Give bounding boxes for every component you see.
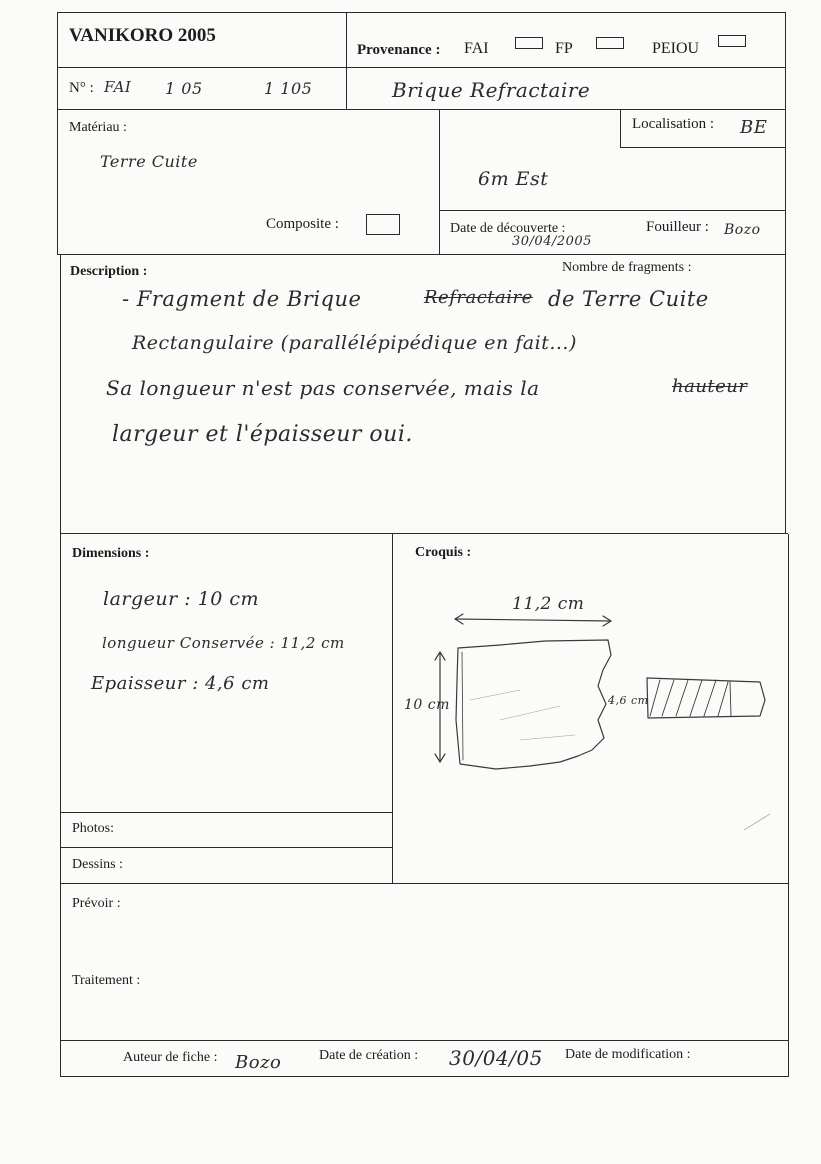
materiau-value: Terre Cuite [100, 152, 198, 171]
description-struck-word-2: hauteur [672, 376, 748, 397]
auteur-label: Auteur de fiche : [123, 1050, 218, 1065]
description-line-1: - Fragment de Brique [122, 287, 362, 311]
traitement-label: Traitement : [72, 973, 141, 988]
composite-label: Composite : [266, 216, 339, 232]
date-decouverte-value: 30/04/2005 [512, 234, 592, 249]
materiau-label: Matériau : [69, 120, 127, 135]
provenance-option-fp: FP [555, 40, 573, 57]
brick-front-outline [456, 640, 611, 769]
number-label: N° : [69, 80, 94, 96]
description-line-2: Rectangulaire (parallélépipédique en fait...) [132, 332, 577, 354]
dimensions-label: Dimensions : [72, 546, 150, 561]
localisation-label: Localisation : [632, 116, 715, 132]
date-creation-value: 30/04/05 [449, 1046, 543, 1070]
dimension-epaisseur: Epaisseur : 4,6 cm [91, 673, 270, 694]
brick-side-outline [647, 678, 765, 718]
dimension-longueur: longueur Conservée : 11,2 cm [102, 634, 345, 652]
description-label: Description : [70, 264, 148, 279]
object-name: Brique Refractaire [392, 78, 591, 102]
croquis-label: Croquis : [415, 545, 472, 560]
description-line-1-end: de Terre Cuite [548, 287, 709, 311]
fragments-label: Nombre de fragments : [562, 260, 692, 275]
dessins-label: Dessins : [72, 857, 123, 872]
date-decouverte-label: Date de découverte : [450, 221, 566, 236]
number-prefix: FAI [104, 78, 132, 96]
brick-side-hatching [650, 680, 728, 716]
localisation-note: 6m Est [478, 168, 549, 190]
number-part-1: 1 05 [165, 79, 203, 98]
length-dimension-line [455, 619, 611, 621]
auteur-value: Bozo [235, 1052, 282, 1073]
croquis-height-label: 10 cm [404, 697, 450, 713]
date-creation-label: Date de création : [319, 1048, 419, 1063]
croquis-thickness-label: 4,6 cm [608, 694, 649, 707]
croquis-length-label: 11,2 cm [512, 594, 585, 614]
description-struck-word: Refractaire [424, 287, 533, 308]
fouilleur-value: Bozo [724, 222, 761, 238]
description-line-4: largeur et l'épaisseur oui. [112, 422, 413, 447]
provenance-option-fai: FAI [464, 40, 489, 57]
provenance-option-peiou: PEIOU [652, 40, 700, 57]
localisation-value: BE [740, 117, 768, 138]
dimension-largeur: largeur : 10 cm [103, 588, 260, 610]
prevoir-label: Prévoir : [72, 896, 121, 911]
number-part-2: 1 105 [264, 79, 313, 98]
fouilleur-label: Fouilleur : [646, 219, 709, 235]
photos-label: Photos: [72, 821, 115, 836]
description-line-3: Sa longueur n'est pas conservée, mais la [106, 376, 540, 400]
provenance-label: Provenance : [357, 42, 441, 58]
date-modification-label: Date de modification : [565, 1047, 691, 1062]
project-title: VANIKORO 2005 [69, 25, 216, 46]
